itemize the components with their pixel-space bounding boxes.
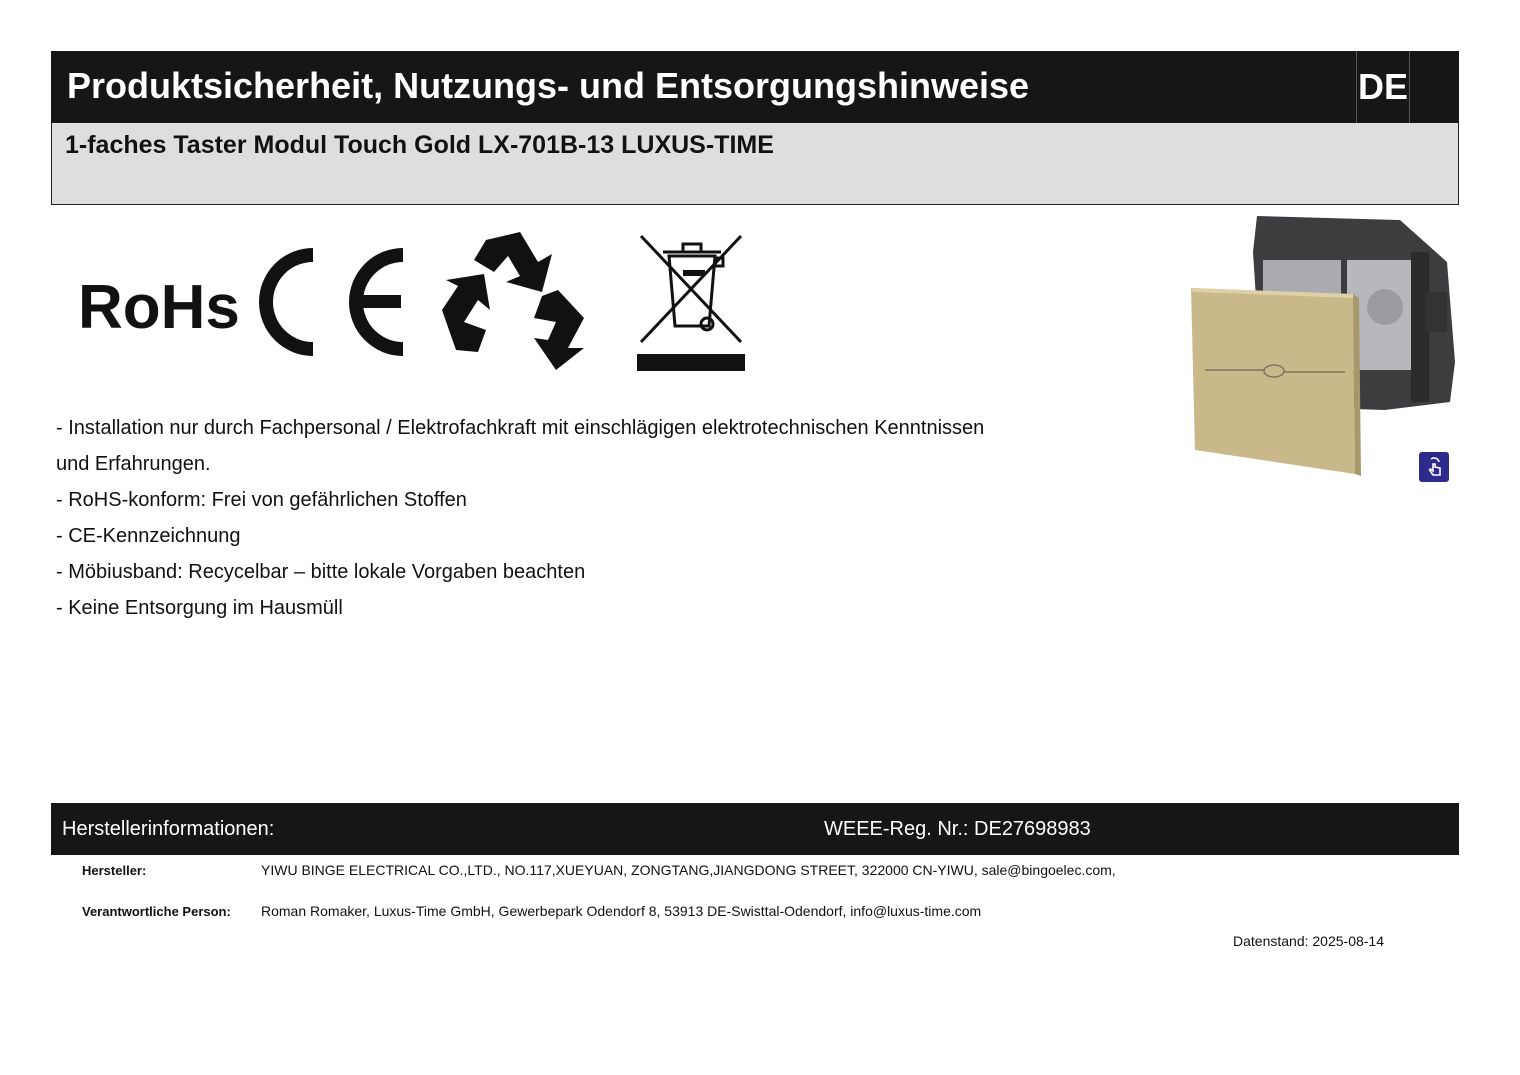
manufacturer-bar (51, 803, 1459, 855)
header-bar (51, 51, 1459, 123)
list-item: - RoHS-konform: Frei von gefährlichen Stoffen (56, 489, 467, 511)
language-badge: DE (1356, 51, 1410, 123)
list-item: - Keine Entsorgung im Hausmüll (56, 597, 343, 619)
compliance-symbols (70, 225, 760, 380)
list-item: - CE-Kennzeichnung (56, 525, 241, 547)
manufacturer-value: YIWU BINGE ELECTRICAL CO.,LTD., NO.117,XUEYUAN, ZONGTANG,JIANGDONG STREET, 322000 CN-YIWU, sale@bingoelec.com, (261, 862, 1116, 878)
list-item: und Erfahrungen. (56, 453, 211, 475)
data-date: Datenstand: 2025-08-14 (1233, 933, 1384, 949)
ce-mark-icon (255, 247, 410, 357)
responsible-person-label: Verantwortliche Person: (82, 904, 231, 919)
product-title: 1-faches Taster Modul Touch Gold LX-701B-13 LUXUS-TIME (65, 131, 774, 159)
list-item: - Möbiusband: Recycelbar – bitte lokale Vorgaben beachten (56, 561, 586, 583)
list-item: - Installation nur durch Fachpersonal / Elektrofachkraft mit einschlägigen elektrotechnischen Kenntnissen (56, 417, 985, 439)
manufacturer-section-label: Herstellerinformationen: (62, 818, 275, 840)
rohs-logo (76, 270, 241, 340)
safety-notes-list (56, 410, 1116, 626)
weee-bin-icon (635, 230, 747, 375)
product-title-box (51, 123, 1459, 205)
manufacturer-label: Hersteller: (82, 863, 147, 878)
page-title: Produktsicherheit, Nutzungs- und Entsorgungshinweise (67, 65, 1030, 106)
weee-registration: WEEE-Reg. Nr.: DE27698983 (824, 818, 1091, 840)
recycle-icon (438, 230, 588, 375)
product-image (1185, 212, 1457, 480)
responsible-person-value: Roman Romaker, Luxus-Time GmbH, Gewerbepark Odendorf 8, 53913 DE-Swisttal-Odendorf, info@luxus-time.com (261, 903, 982, 919)
touch-hand-icon (1419, 452, 1449, 482)
rohs-label: RoHs (78, 273, 240, 340)
